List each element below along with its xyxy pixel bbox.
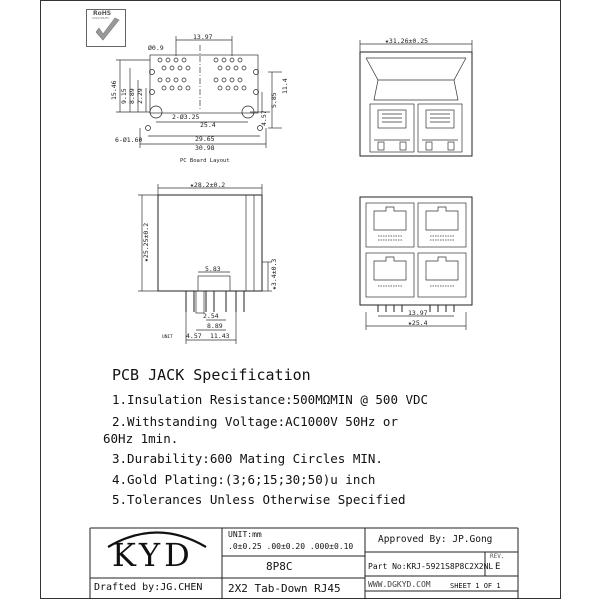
spec-line-2: 2.Withstanding Voltage:AC1000V 50Hz or [112, 414, 398, 429]
pcb-dim-d7: 2-Ø3.25 [172, 113, 200, 121]
side-tab [198, 276, 230, 291]
pcb-pin-holes [146, 58, 263, 131]
pcb-dim-d6: 2.29 [136, 88, 144, 104]
spec-title: PCB JACK Specification [112, 366, 311, 384]
bottom-port-bottom-left [366, 253, 414, 297]
rohs-sub: 2002/95/EC [92, 16, 110, 20]
bottom-port-top-left [366, 203, 414, 247]
pcb-dim-d3: 15.46 [110, 80, 118, 100]
spec-line-5: 4.Gold Plating:(3;6;15;30;50)u inch [112, 472, 376, 487]
side-unit-note: UNIT [162, 335, 173, 340]
pcb-outline [150, 55, 258, 113]
rohs-label: RoHS [93, 10, 112, 17]
company-logo: KYD [112, 536, 194, 574]
connector-type: 8P8C [266, 560, 293, 573]
pcb-dim-d10: 29.65 [195, 135, 215, 143]
drafted-by: Drafted by:JG.CHEN [94, 582, 203, 593]
side-dim-tab: 5.83 [205, 265, 221, 273]
pcb-dim-d8: 25.4 [200, 121, 216, 129]
website: WWW.DGKYD.COM [368, 580, 431, 589]
side-dim-d3: 8.89 [207, 322, 223, 330]
pcb-dim-d4: 9.15 [120, 88, 128, 104]
tolerances: .0±0.25 .00±0.20 .000±0.10 [228, 542, 354, 551]
description: 2X2 Tab-Down RJ45 [228, 582, 341, 595]
side-view [138, 181, 278, 344]
front-port-left [370, 104, 414, 152]
bottom-dim-d2: ★25.4 [408, 319, 428, 327]
spec-line-6: 5.Tolerances Unless Otherwise Specified [112, 492, 406, 507]
part-number: Part No:KRJ-5921S8P8C2X2NL [368, 562, 494, 571]
bottom-view [360, 197, 472, 330]
pcb-dim-d5: 8.89 [128, 88, 136, 104]
pcb-layout-view [110, 33, 289, 164]
spec-line-3: 60Hz 1min. [103, 431, 179, 446]
sheet-number: SHEET 1 OF 1 [450, 582, 501, 590]
pcb-caption: PC Board Layout [180, 158, 230, 164]
side-dim-height: ★25.25±0.2 [142, 222, 150, 262]
side-dim-width: ★28.2±0.2 [190, 181, 226, 189]
front-view [360, 37, 472, 156]
front-port-right [418, 104, 462, 152]
pcb-dim-d14: 11.4 [281, 78, 289, 94]
bottom-port-bottom-right [418, 253, 466, 297]
bottom-view-outline [360, 197, 472, 305]
side-pins [186, 291, 244, 313]
side-view-outline [158, 195, 262, 291]
spec-line-4: 3.Durability:600 Mating Circles MIN. [112, 451, 383, 466]
approved-by: Approved By: JP.Gong [378, 534, 493, 545]
side-dim-d1: ★3.4±0.3 [270, 258, 278, 290]
pcb-dim-d2: Ø0.9 [148, 44, 164, 52]
pcb-dim-d9: 6-Ø1.60 [115, 136, 143, 144]
spec-line-1: 1.Insulation Resistance:500MΩMIN @ 500 VDC [112, 392, 429, 407]
side-dim-d4: 4.57 [186, 332, 202, 340]
pcb-dim-d12: 5.85 [270, 92, 278, 108]
rev-label: REV. [490, 553, 505, 560]
bottom-dim-d1: 13.97 [408, 309, 428, 317]
unit-label: UNIT:mm [228, 530, 262, 539]
pcb-dim-d13: 4.57 [260, 110, 268, 126]
pcb-dim-d11: 30.98 [195, 144, 215, 152]
rev-value: E [495, 562, 501, 572]
side-dim-d5: 11.43 [210, 332, 230, 340]
bottom-port-top-right [418, 203, 466, 247]
pcb-dim-d1: 13.97 [193, 33, 213, 41]
front-dim-width: ★31.26±0.25 [385, 37, 429, 45]
side-dim-d2: 2.54 [203, 312, 219, 320]
